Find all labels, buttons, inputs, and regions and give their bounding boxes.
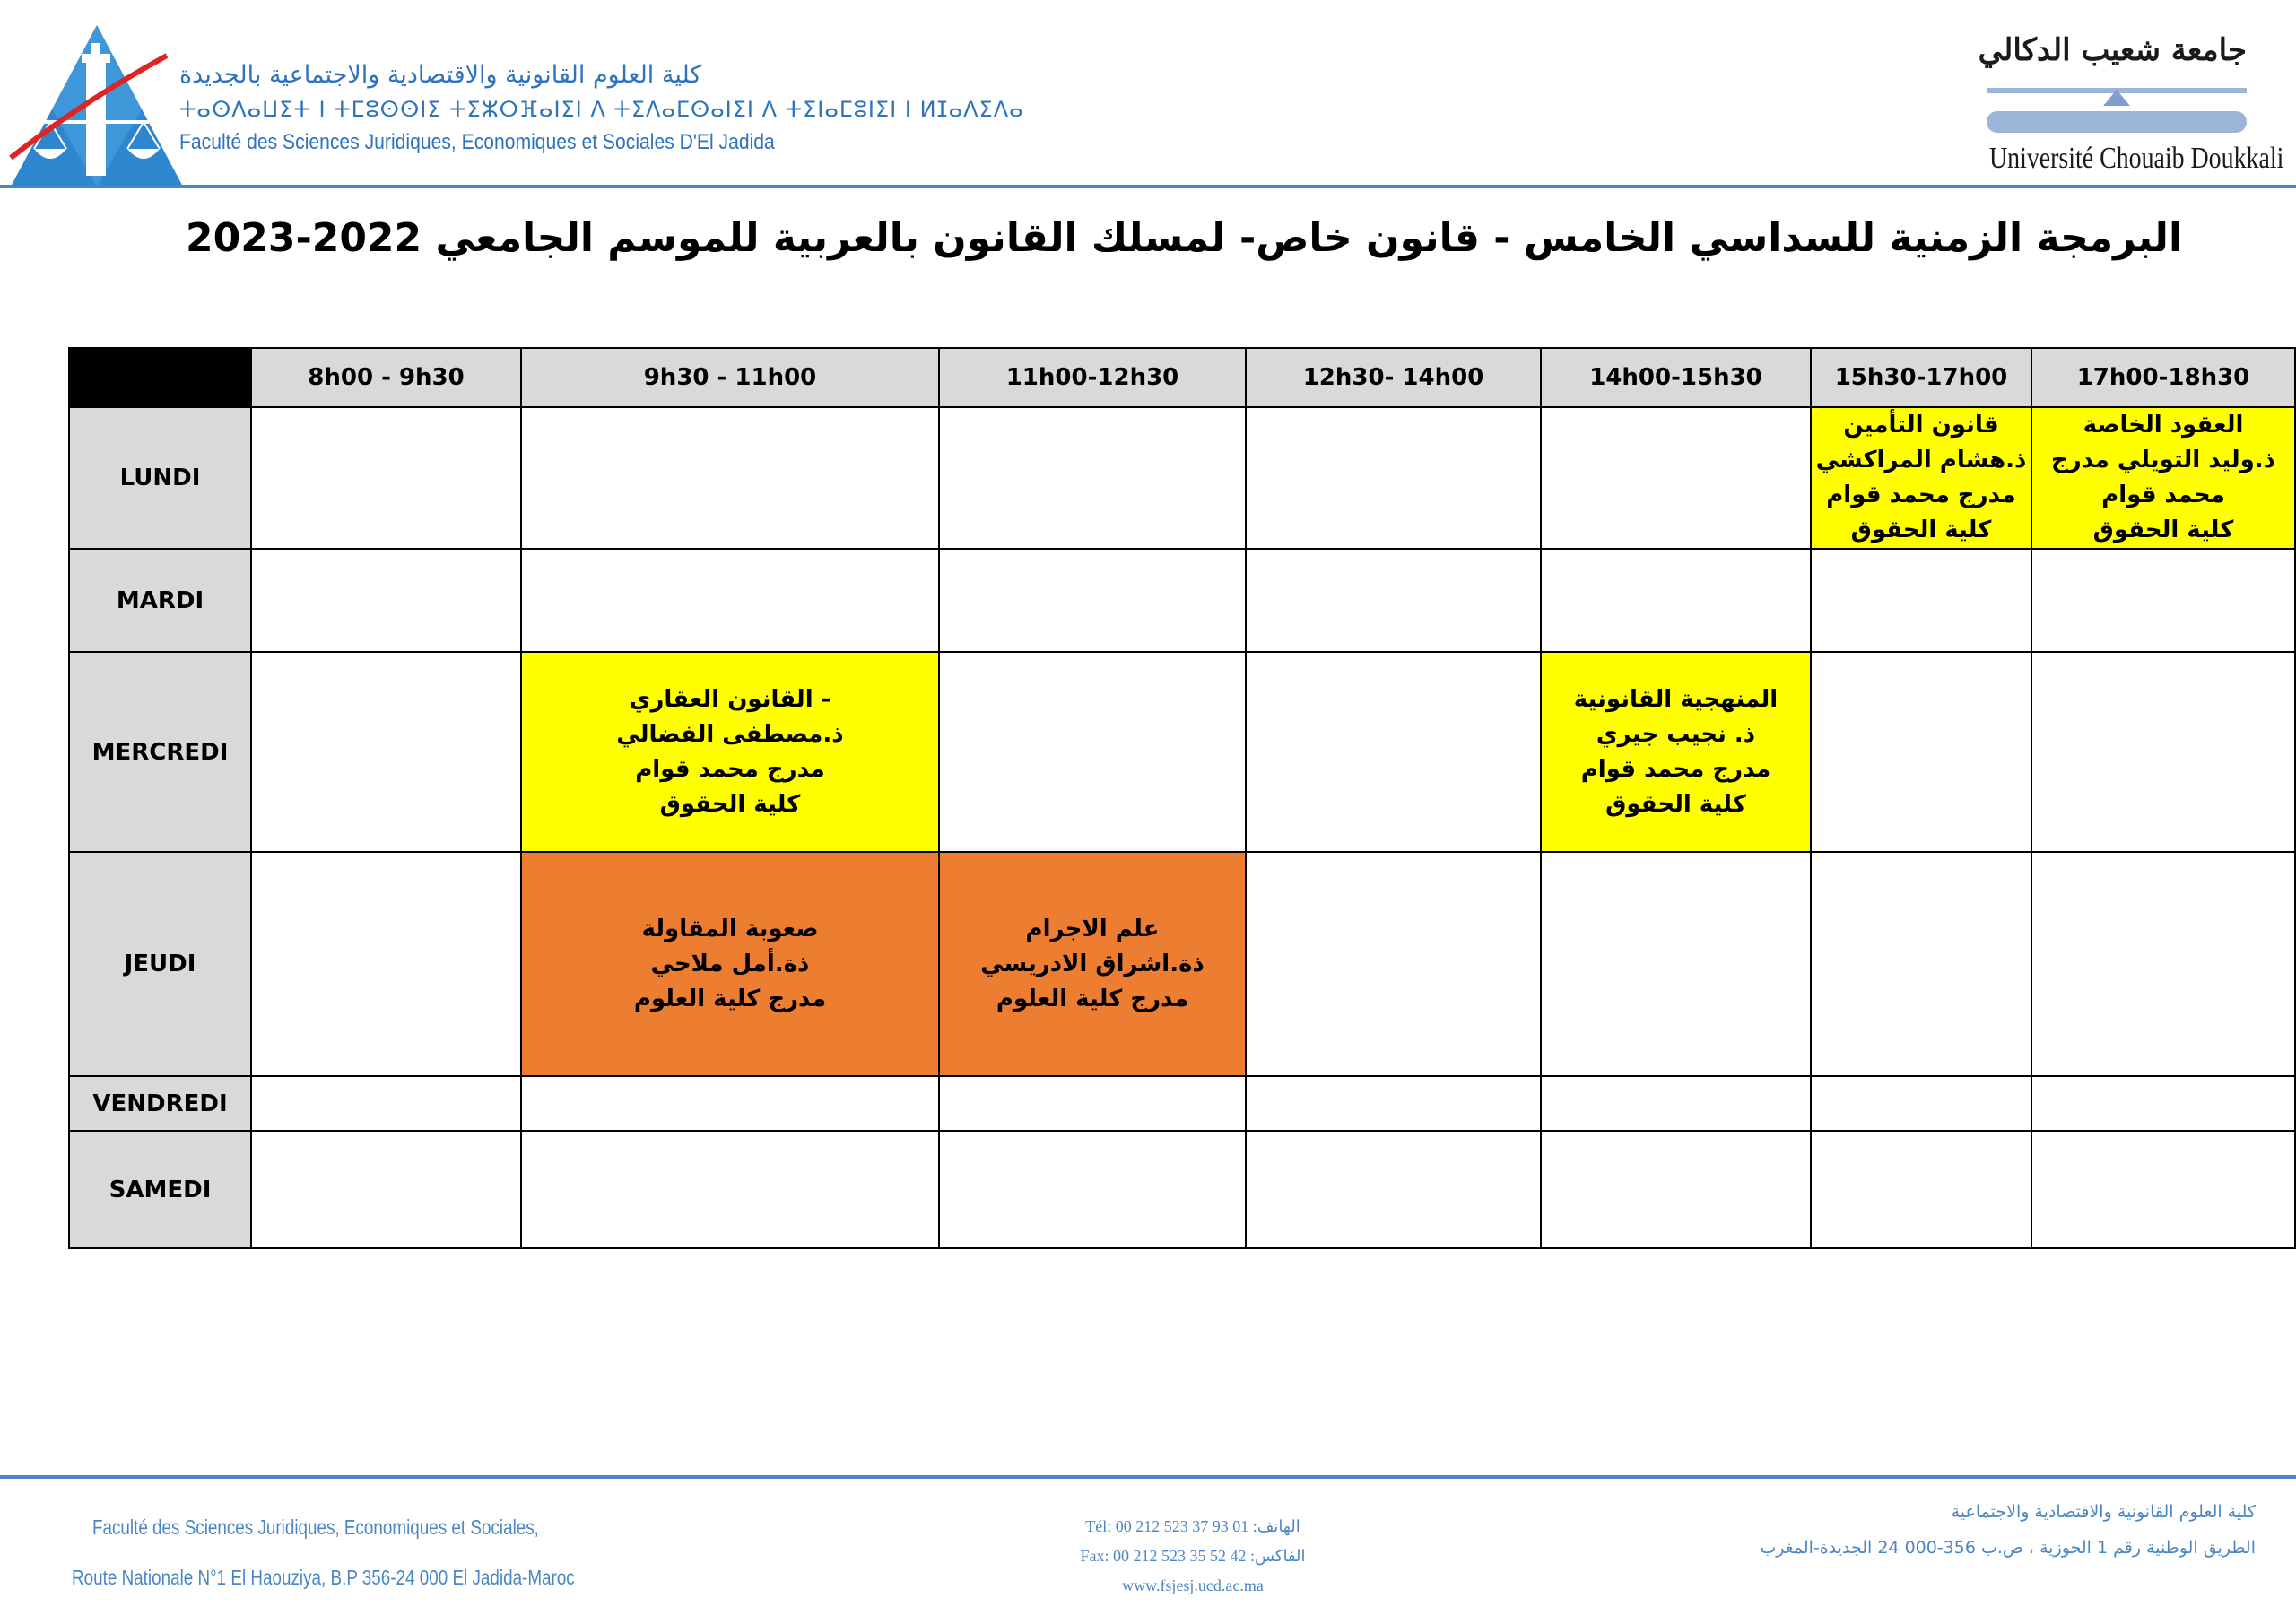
footer-website-link[interactable]: www.fsjesj.ucd.ac.ma [1122, 1576, 1264, 1594]
room-name: مدرج كلية العلوم [996, 985, 1189, 1012]
professor-name: ذ. نجيب جيري [1596, 720, 1756, 748]
footer-fax: Fax: 00 212 523 35 52 42 :الفاكس [1080, 1547, 1306, 1565]
corner-cell [69, 348, 251, 407]
footer-address-fr [72, 1515, 575, 1616]
empty-cell [1541, 852, 1811, 1076]
empty-cell [521, 549, 939, 652]
empty-cell [251, 652, 521, 852]
empty-cell [1541, 549, 1811, 652]
footer-faculty-ar: كلية العلوم القانونية والاقتصادية والاجتماعية [1951, 1502, 2256, 1522]
empty-cell [1246, 852, 1541, 1076]
day-label: VENDREDI [69, 1076, 251, 1131]
empty-cell [521, 1131, 939, 1248]
empty-cell [251, 407, 521, 549]
header-divider [0, 185, 2296, 188]
empty-cell [1811, 1076, 2031, 1131]
course-name: المنهجية القانونية [1573, 685, 1779, 713]
time-slot-header: 12h30- 14h00 [1246, 348, 1541, 407]
time-slot-header: 14h00-15h30 [1541, 348, 1811, 407]
timetable-header-row [69, 348, 2295, 407]
day-label: LUNDI [69, 407, 251, 549]
university-name-ar: جامعة شعيب الدكالي [1978, 32, 2247, 68]
course-name: - القانون العقاري [629, 685, 831, 713]
empty-cell [251, 1131, 521, 1248]
empty-cell [1246, 407, 1541, 549]
day-row-mercredi [69, 652, 2295, 852]
session-cell [939, 852, 1246, 1076]
course-name: قانون التأمين [1843, 412, 1999, 439]
place-name: كلية الحقوق [659, 790, 801, 818]
faculty-name [179, 57, 1024, 160]
session-cell [1541, 652, 1811, 852]
faculty-logo-icon [7, 23, 187, 189]
time-slot-header: 17h00-18h30 [2031, 348, 2295, 407]
empty-cell [1246, 652, 1541, 852]
place-name: كلية الحقوق [1850, 517, 1992, 543]
empty-cell [2031, 1076, 2295, 1131]
day-label: MERCREDI [69, 652, 251, 852]
empty-cell [2031, 652, 2295, 852]
empty-cell [251, 1076, 521, 1131]
professor-name: ذة.أمل ملاحي [650, 950, 810, 977]
footer-contact [1040, 1512, 1345, 1601]
day-label: MARDI [69, 549, 251, 652]
empty-cell [1811, 852, 2031, 1076]
place-name: كلية الحقوق [1605, 790, 1746, 818]
empty-cell [2031, 549, 2295, 652]
room-name: مدرج محمد قوام [1826, 482, 2016, 508]
professor-name: ذ.وليد التويلي مدرج [2051, 447, 2275, 473]
page-title: البرمجة الزمنية للسداسي الخامس - قانون خاص- لمسلك القانون بالعربية للموسم الجامعي 2022-2023 [185, 215, 2183, 261]
footer-address-ar [1760, 1494, 2256, 1566]
empty-cell [939, 407, 1246, 549]
empty-cell [2031, 1131, 2295, 1248]
room-name: محمد قوام [2101, 482, 2225, 508]
faculty-name-fr: Faculté des Sciences Juridiques, Economiques et Sociales D'El Jadida [179, 130, 775, 154]
empty-cell [1541, 1131, 1811, 1248]
day-label: JEUDI [69, 852, 251, 1076]
course-name: العقود الخاصة [2083, 412, 2244, 439]
day-label: SAMEDI [69, 1131, 251, 1248]
empty-cell [521, 407, 939, 549]
empty-cell [1246, 1076, 1541, 1131]
session-cell [521, 652, 939, 852]
page-header [0, 0, 2296, 202]
room-name: مدرج محمد قوام [635, 755, 825, 783]
empty-cell [1541, 407, 1811, 549]
place-name: كلية الحقوق [2092, 517, 2234, 543]
footer-address-ar-line: الطريق الوطنية رقم 1 الحوزية ، ص.ب 356-000 24 الجديدة-المغرب [1760, 1538, 2256, 1558]
empty-cell [1811, 652, 2031, 852]
empty-cell [1246, 1131, 1541, 1248]
empty-cell [521, 1076, 939, 1131]
time-slot-header: 11h00-12h30 [939, 348, 1246, 407]
empty-cell [1811, 1131, 2031, 1248]
session-cell [521, 852, 939, 1076]
empty-cell [251, 549, 521, 652]
session-cell [1811, 407, 2031, 549]
empty-cell [939, 1076, 1246, 1131]
footer-divider [0, 1475, 2296, 1479]
course-name: علم الاجرام [1025, 915, 1160, 942]
day-row-vendredi [69, 1076, 2295, 1131]
room-name: مدرج محمد قوام [1580, 755, 1771, 783]
room-name: مدرج كلية العلوم [633, 985, 827, 1012]
day-row-mardi [69, 549, 2295, 652]
faculty-name-ar: كلية العلوم القانونية والاقتصادية والاجتماعية بالجديدة [179, 61, 702, 89]
time-slot-header: 8h00 - 9h30 [251, 348, 521, 407]
time-slot-header: 15h30-17h00 [1811, 348, 2031, 407]
faculty-name-tifinagh: ⵜⴰⵙⴷⴰⵡⵉⵜ ⵏ ⵜⵎⵓⵙⵙⵏⵉ ⵜⵉⵣⵔⴼⴰⵏⵉⵏ ⴷ ⵜⵉⴷⴰⵎⵙⴰⵏⵉⵏ ⴷ ⵜⵉⵏⴰⵎⵓⵏⵉⵏ ⵏ ⵍⵊⴰⴷⵉⴷⴰ [179, 97, 1024, 122]
professor-name: ذ.هشام المراكشي [1815, 447, 2027, 473]
university-name-fr: Université Chouaib Doukkali [1989, 142, 2284, 175]
day-row-lundi [69, 407, 2295, 549]
empty-cell [939, 549, 1246, 652]
footer-address-line: Route Nationale N°1 El Haouziya, B.P 356-24 000 El Jadida-Maroc [72, 1566, 575, 1589]
day-row-samedi [69, 1131, 2295, 1248]
timetable [68, 347, 2296, 1249]
empty-cell [939, 652, 1246, 852]
footer-faculty-fr: Faculté des Sciences Juridiques, Economiques et Sociales, [91, 1515, 539, 1539]
empty-cell [2031, 852, 2295, 1076]
empty-cell [251, 852, 521, 1076]
footer-tel: Tél: 00 212 523 37 93 01 :الهاتف [1085, 1517, 1300, 1535]
professor-name: ذة.اشراق الادريسي [980, 950, 1205, 977]
session-cell [2031, 407, 2295, 549]
empty-cell [939, 1131, 1246, 1248]
time-slot-header: 9h30 - 11h00 [521, 348, 939, 407]
empty-cell [1246, 549, 1541, 652]
day-row-jeudi [69, 852, 2295, 1076]
course-name: صعوبة المقاولة [641, 915, 819, 942]
professor-name: ذ.مصطفى الفضالي [616, 720, 844, 748]
empty-cell [1811, 549, 2031, 652]
empty-cell [1541, 1076, 1811, 1131]
university-logo-icon [1987, 86, 2247, 142]
